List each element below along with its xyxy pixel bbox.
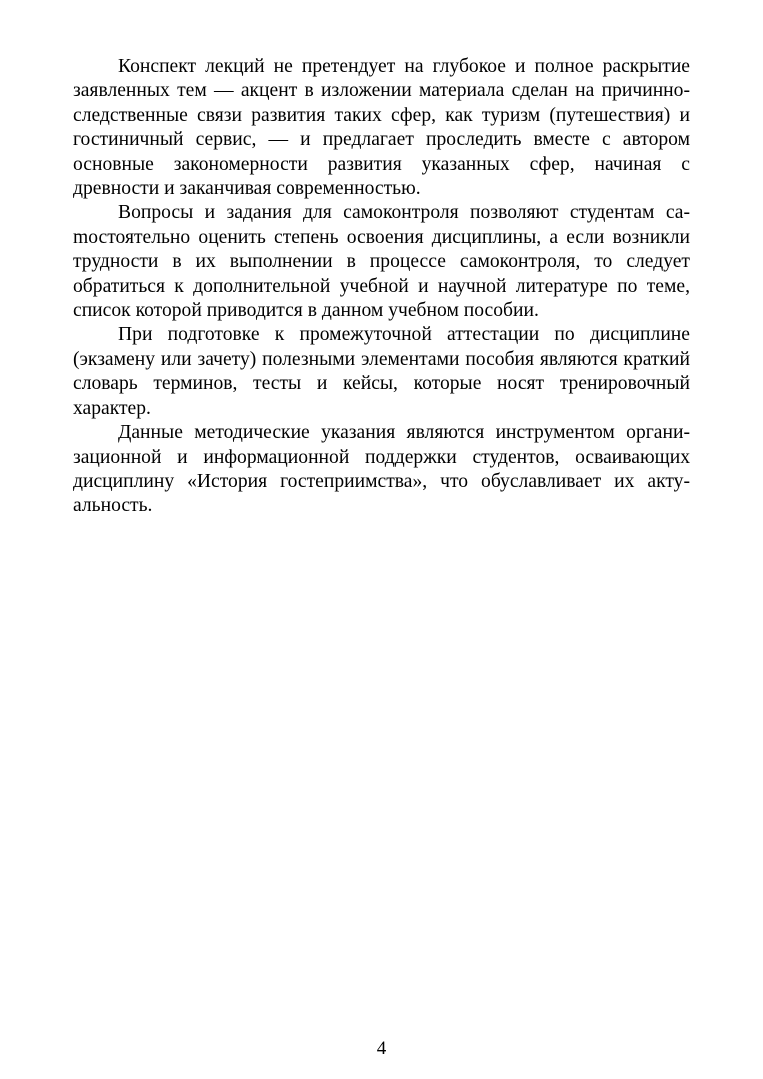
page-number: 4 xyxy=(376,1038,387,1059)
document-body xyxy=(73,55,690,519)
paragraph-relevance: Данные методические указания являются инструментом организационной и информационной поддержки студентов, осваивающих дисциплину «История гостеприимства», что обуславливает их актуальность. xyxy=(73,422,690,517)
paragraph-attestation: При подготовке к промежуточной аттестации по дисциплине (экзамену или зачету) полезными элементами пособия являются краткий словарь терминов, тесты и кейсы, которые носят тренировочный характер. xyxy=(73,324,690,419)
paragraph-lecture-notes: Конспект лекций не претендует на глубокое и полное раскрытие заявленных тем — акцент в изложении материала сделан на причинно-следственные связи развития таких сфер, как туризм (путешествия) и гостиничный сервис, — и предлагает проследить вместе с автором основные закономерности развития указанных сфер, начиная с древности и заканчивая современностью. xyxy=(73,56,690,200)
paragraph-self-control: Вопросы и задания для самоконтроля позволяют студентам саmостоятельно оценить степень освоения дисциплины, а если возникли трудности в их выполнении в процессе самоконтроля, то следует обратиться к дополнительной учебной и научной литературе по теме, список которой приводится в данном учебном пособии. xyxy=(73,202,690,322)
